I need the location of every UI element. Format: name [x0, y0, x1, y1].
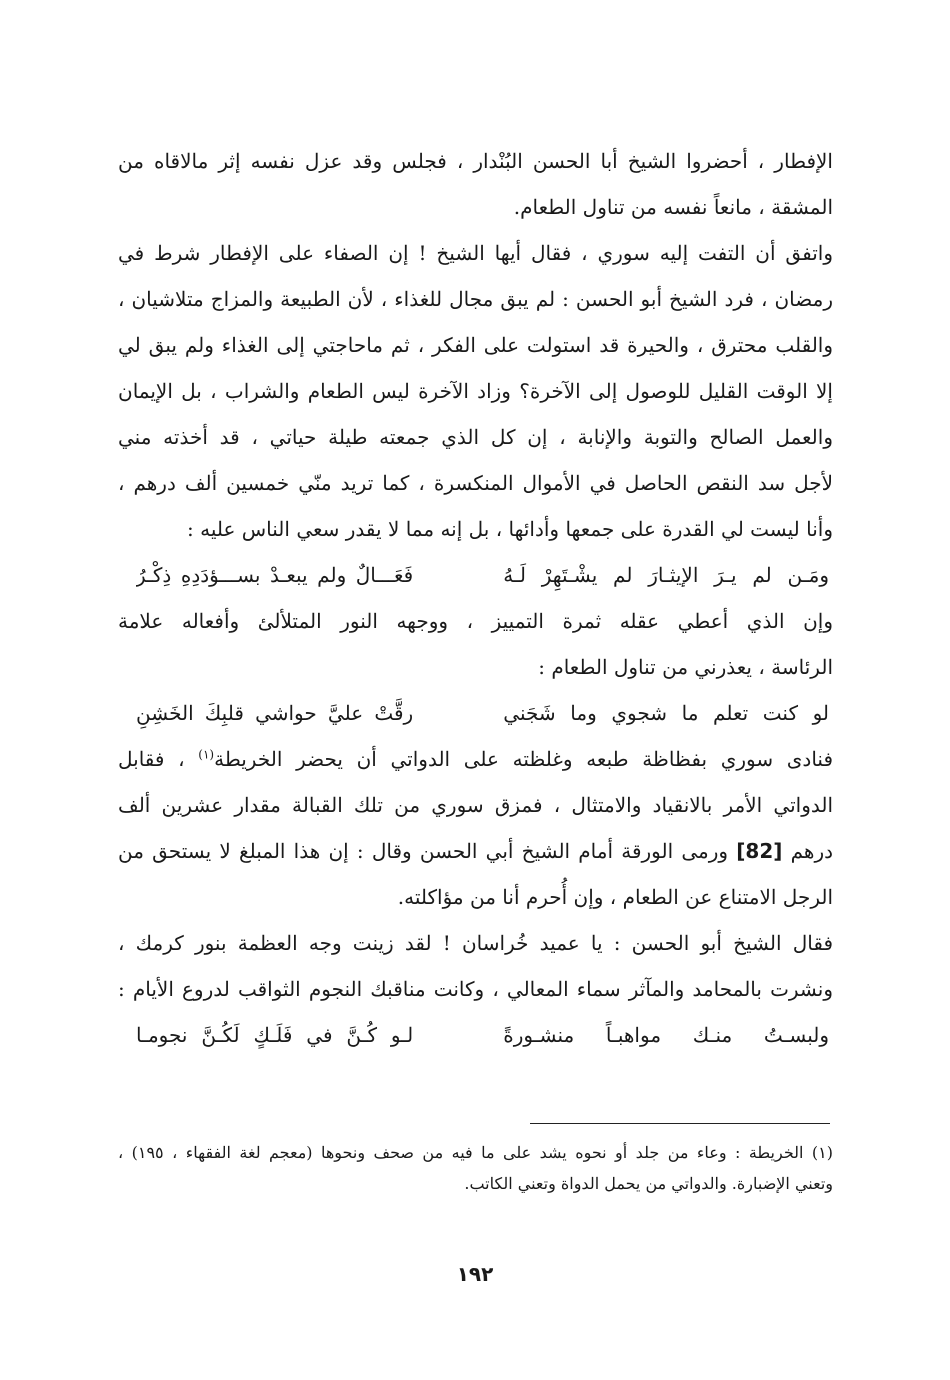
verse-second-hemistich: رقَّتْ عليَّ حواشي قلبِكَ الخَشِنِ — [136, 701, 414, 725]
footnote-reference[interactable]: (١) — [198, 747, 215, 762]
text-line: المشقة ، مانعاً نفسه من تناول الطعام. — [513, 195, 833, 219]
text-line: إلا الوقت القليل للوصول إلى الآخرة؟ وزاد الآخرة ليس الطعام والشراب ، بل الإيمان — [118, 379, 833, 403]
main-text — [118, 138, 833, 1058]
verse-second-hemistich: لـو كُـنَّ في فَلَـكٍ لَكُـنَّ نجومـا — [136, 1023, 414, 1047]
text-segment: درهم — [790, 839, 833, 863]
text-line: والقلب محترق ، والحيرة قد استولت على الفكر ، ثم ماحاجتي إلى الغذاء ولم يبق لي — [118, 333, 833, 357]
footnotes — [118, 1137, 833, 1199]
page-number: ١٩٢ — [456, 1262, 494, 1286]
text-segment: ورمى الورقة أمام الشيخ أبي الحسن وقال : إن هذا المبلغ لا يستحق من — [118, 839, 729, 863]
text-line: رمضان ، فرد الشيخ أبو الحسن : لم يبق مجال للغذاء ، لأن الطبيعة والمزاج متلاشيان ، — [118, 287, 833, 311]
footnote-line: وتعني الإضبارة. والدواتي من يحمل الدواة وتعني الكاتب. — [464, 1174, 833, 1193]
text-line: الرئاسة ، يعذرني من تناول الطعام : — [538, 655, 833, 679]
text-segment: فنادى سوري بفظاظة طبعه وغلظته على الدواتي أن يحضر الخريطة — [214, 747, 833, 771]
text-line: لأجل سد النقص الحاصل في الأموال المنكسرة ، كما تريد منّي خمسين ألف درهم ، — [118, 471, 833, 495]
text-line: الرجل الامتناع عن الطعام ، وإن أُحرم أنا من مؤاكلته. — [397, 885, 833, 909]
text-line: فقال الشيخ أبو الحسن : يا عميد خُراسان ! لقد زينت وجه العظمة بنور كرمك ، — [118, 931, 833, 955]
text-line — [118, 828, 833, 874]
text-line: وإن الذي أعطي عقله ثمرة التمييز ، ووجهه النور المتلألئ وأفعاله علامة — [118, 609, 833, 633]
text-line: الدواتي الأمر بالانقياد والامتثال ، فمزق سوري من تلك القبالة مقدار عشرين ألف — [118, 793, 833, 817]
verse-first-hemistich: لو كنت تعلم ما شجوي وما شَجَني — [503, 701, 829, 725]
original-page-marker: [82] — [736, 839, 783, 863]
text-line: ونشرت بالمحامد والمآثر سماء المعالي ، وكانت مناقبك النجوم الثواقب لدروع الأيام : — [118, 977, 833, 1001]
text-line: وأنا ليست لي القدرة على جمعها وأدائها ، بل إنه مما لا يقدر سعي الناس عليه : — [187, 517, 833, 541]
verse-first-hemistich: ولبسـتُ منـك مواهبـاً منشـورةً — [503, 1023, 829, 1047]
text-line: والعمل الصالح والتوبة والإنابة ، إن كل الذي جمعته طيلة حياتي ، قد أخذته مني — [118, 425, 833, 449]
text-line — [118, 736, 833, 782]
footnote-divider — [530, 1123, 830, 1124]
verse-couplet — [118, 1012, 833, 1058]
footnote-line: (١) الخريطة : وعاء من جلد أو نحوه يشد على ما فيه من صحف ونحوها (معجم لغة الفقهاء ، ١٩٥) ، — [118, 1143, 833, 1162]
verse-first-hemistich: ومَـن لم يـرَ الإيثـارَ لم يشْـتَهِرْ لَـهُ — [503, 563, 829, 587]
text-line: الإفطار ، أحضروا الشيخ أبا الحسن البُنْدار ، فجلس وقد عزل نفسه إثر مالاقاه من — [118, 149, 833, 173]
text-line: واتفق أن التفت إليه سوري ، فقال أيها الشيخ ! إن الصفاء على الإفطار شرط في — [118, 241, 833, 265]
verse-couplet — [118, 552, 833, 598]
verse-couplet — [118, 690, 833, 736]
verse-second-hemistich: فَعَـــالٌ ولم يبعـدْ بســـؤدَدِهِ ذِكْـرُ — [136, 563, 414, 587]
text-segment: ، فقابل — [118, 747, 185, 771]
